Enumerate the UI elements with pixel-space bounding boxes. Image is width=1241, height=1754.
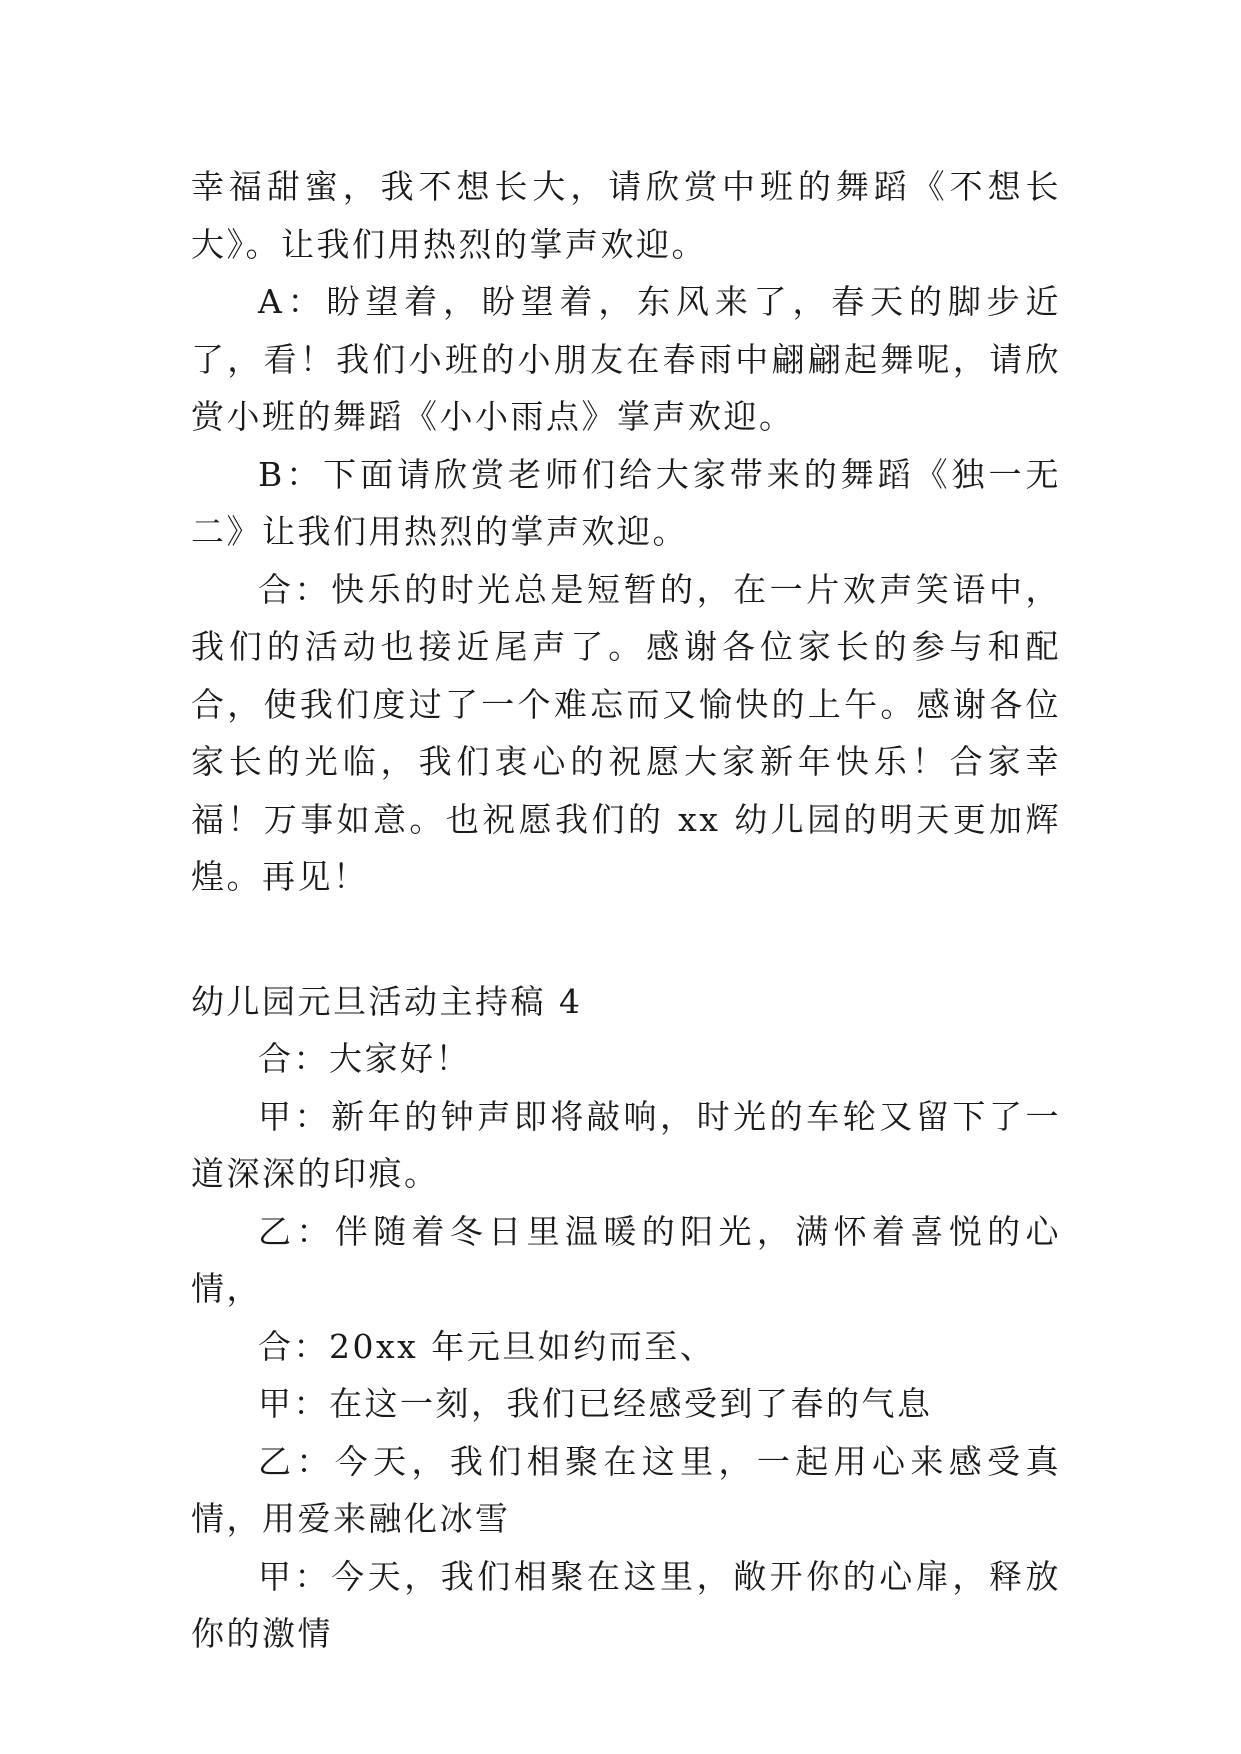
section-title: 幼儿园元旦活动主持稿 4 [191, 981, 583, 1021]
paragraph: 合：快乐的时光总是短暂的，在一片欢声笑语中，我们的活动也接近尾声了。感谢各位家长的参与和配合，使我们度过了一个难忘而又愉快的上午。感谢各位家长的光临，我们衷心的祝愿大家新年快乐！合家幸福！万事如意。也祝愿我们的 xx 幼儿园的明天更加辉煌。再见！ [191, 569, 1061, 896]
paragraph: 合：大家好！ [258, 1039, 471, 1078]
paragraph: 幸福甜蜜，我不想长大，请欣赏中班的舞蹈《不想长大》。让我们用热烈的掌声欢迎。 [191, 167, 1061, 264]
section-1 [191, 158, 1061, 906]
paragraph: 合：20xx 年元旦如约而至、 [258, 1326, 716, 1366]
document-page [191, 158, 1061, 1663]
section-2 [191, 973, 1061, 1663]
paragraph: 甲：新年的钟声即将敲响，时光的车轮又留下了一道深深的印痕。 [191, 1096, 1061, 1193]
paragraph: B：下面请欣赏老师们给大家带来的舞蹈《独一无二》让我们用热烈的掌声欢迎。 [191, 454, 1061, 551]
paragraph: A：盼望着，盼望着，东风来了，春天的脚步近了，看！我们小班的小朋友在春雨中翩翩起舞呢，请欣赏小班的舞蹈《小小雨点》掌声欢迎。 [191, 282, 1061, 436]
paragraph: 乙：伴随着冬日里温暖的阳光，满怀着喜悦的心情， [191, 1211, 1061, 1308]
paragraph: 甲：在这一刻，我们已经感受到了春的气息 [258, 1384, 933, 1423]
paragraph: 甲：今天，我们相聚在这里，敞开你的心扉，释放你的激情 [191, 1556, 1061, 1653]
paragraph: 乙：今天，我们相聚在这里，一起用心来感受真情，用爱来融化冰雪 [191, 1441, 1061, 1538]
